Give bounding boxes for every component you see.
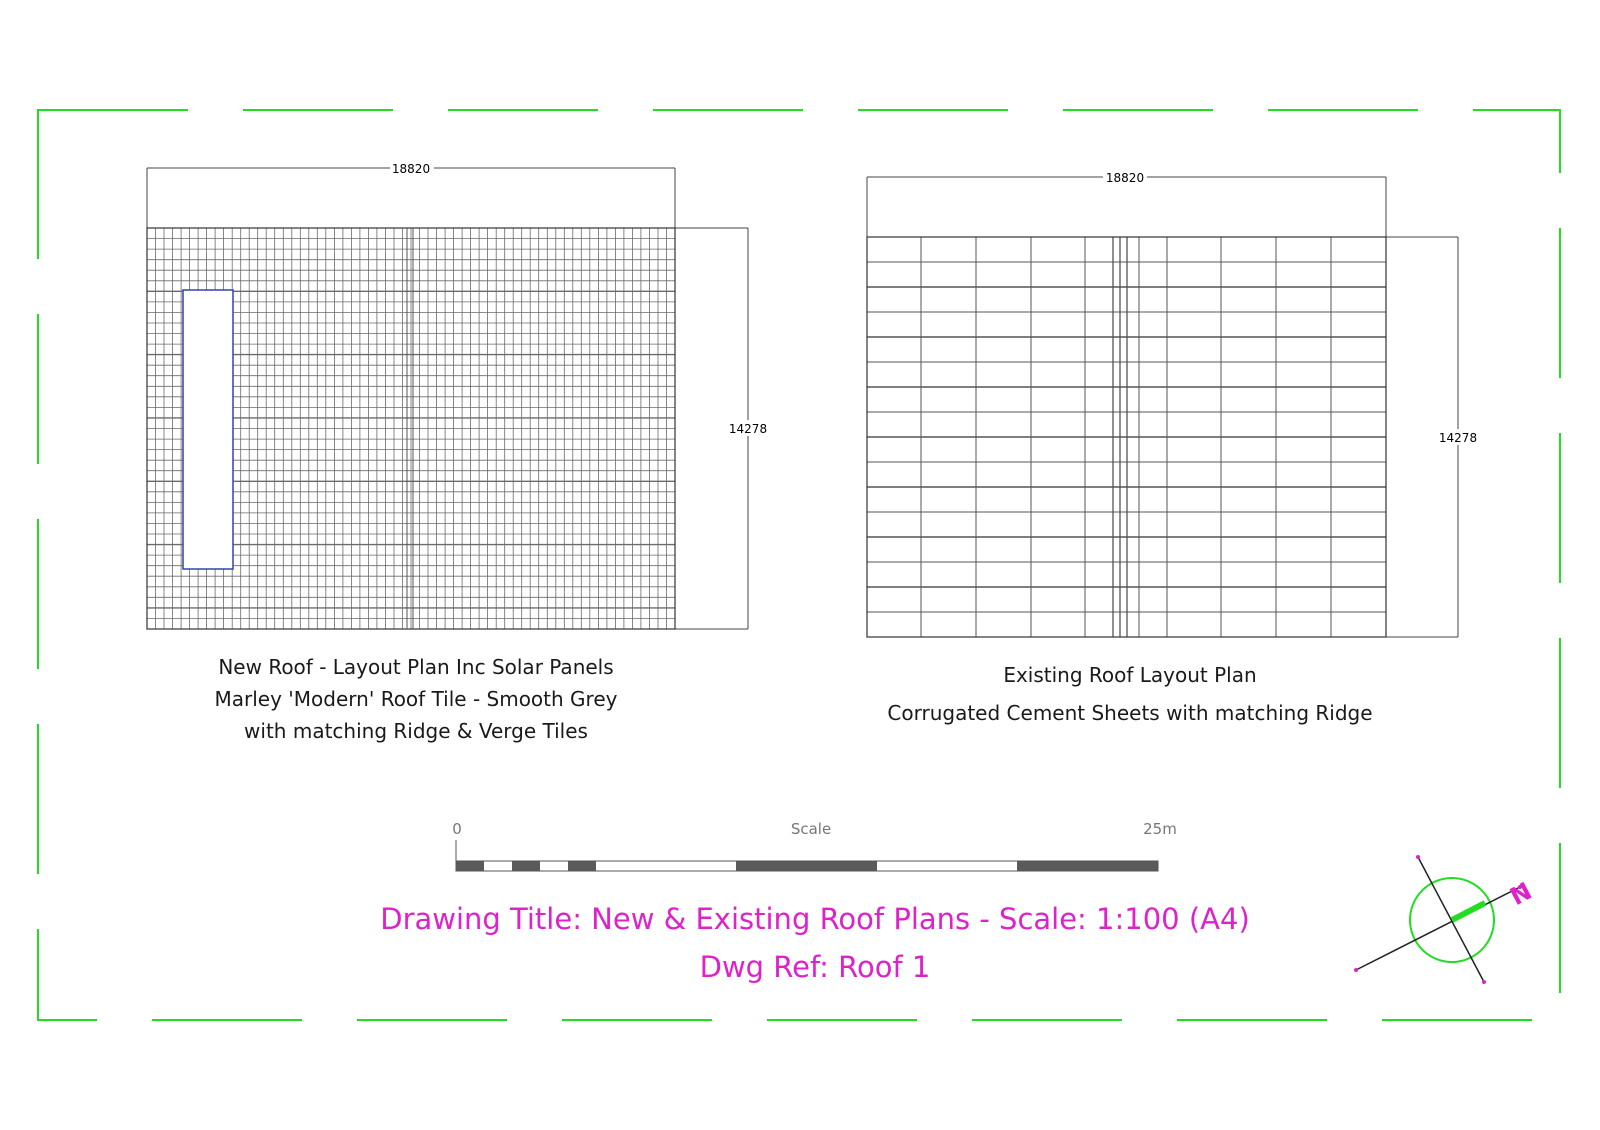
cement-sheet-grid	[867, 237, 1386, 637]
existing-roof-plan	[867, 170, 1480, 725]
right-caption-line-1: Existing Roof Layout Plan	[1003, 663, 1257, 687]
new-roof-plan	[147, 161, 770, 743]
right-height-label: 14278	[1438, 431, 1478, 445]
left-caption-line-3: with matching Ridge & Verge Tiles	[244, 719, 588, 743]
right-caption-line-2: Corrugated Cement Sheets with matching Ridge	[887, 701, 1373, 725]
scale-bar-segments	[456, 861, 1158, 871]
scale-start-label: 0	[452, 820, 462, 838]
north-arrow-icon	[1354, 855, 1536, 984]
left-caption-line-1: New Roof - Layout Plan Inc Solar Panels	[218, 655, 614, 679]
drawing-reference: Dwg Ref: Roof 1	[699, 950, 931, 984]
scale-label: Scale	[790, 820, 832, 838]
north-label: N	[1505, 876, 1537, 912]
scale-bar	[452, 820, 1177, 871]
drawing-title: Drawing Title: New & Existing Roof Plans - Scale: 1:100 (A4)	[380, 902, 1250, 936]
left-height-label: 14278	[728, 422, 768, 436]
left-width-dimension	[147, 168, 675, 228]
right-width-label: 18820	[1105, 171, 1145, 185]
left-caption-line-2: Marley 'Modern' Roof Tile - Smooth Grey	[214, 687, 618, 711]
left-width-label: 18820	[391, 162, 431, 176]
solar-panel-array	[183, 290, 233, 569]
scale-end-label: 25m	[1143, 820, 1177, 838]
right-width-dimension	[867, 177, 1386, 237]
